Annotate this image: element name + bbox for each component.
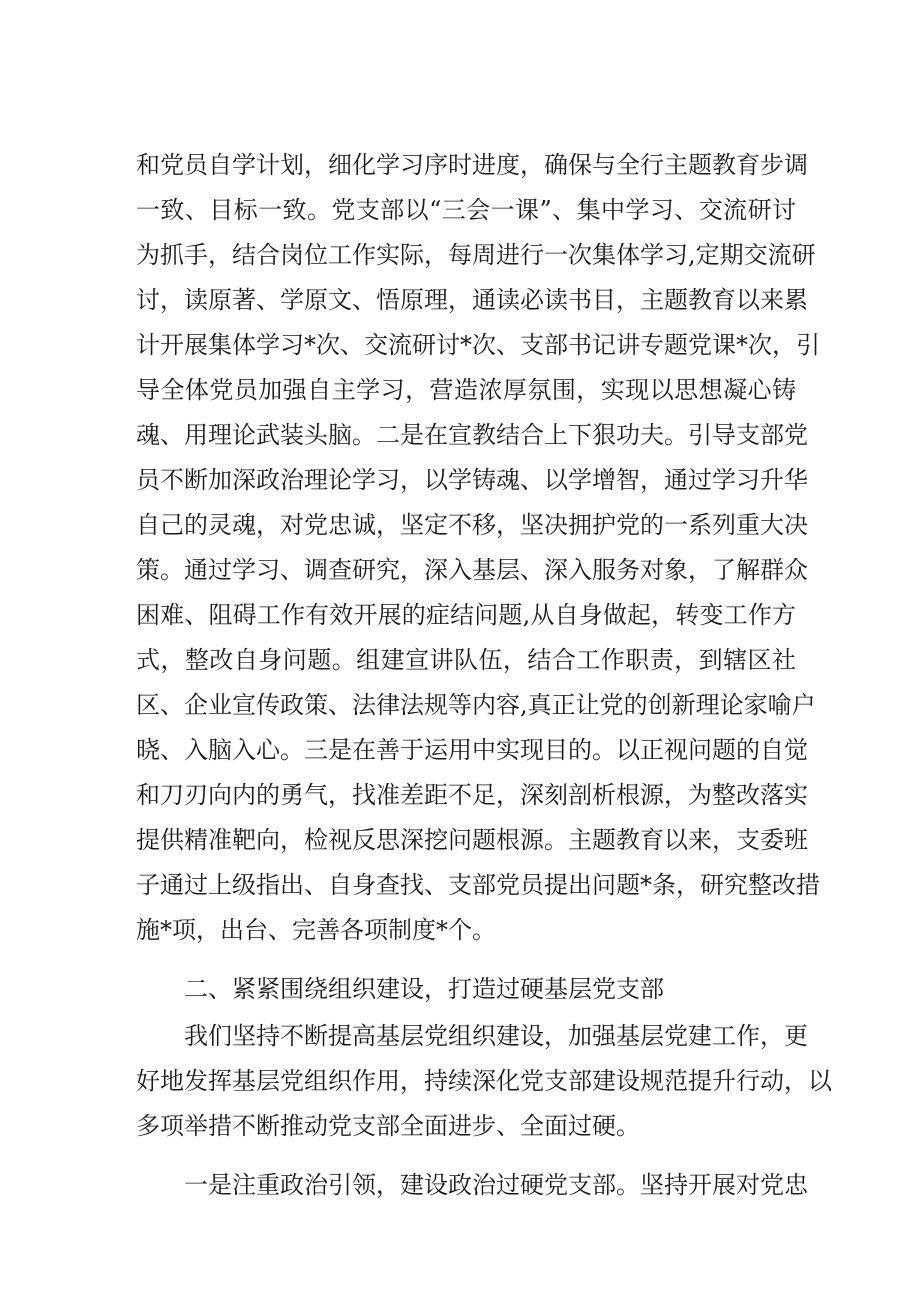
paragraph-1-line: 自己的灵魂，对党忠诚，坚定不移，坚决拥护党的一系列重大决 (136, 511, 808, 539)
paragraph-1-line: 策。通过学习、调查研究，深入基层、深入服务对象，了解群众 (136, 556, 808, 584)
paragraph-2-line: 多项举措不断推动党支部全面进步、全面过硬。 (136, 1112, 640, 1140)
paragraph-1-line: 计开展集体学习*次、交流研讨*次、支部书记讲专题党课*次，引 (136, 331, 820, 359)
paragraph-2-line: 好地发挥基层党组织作用，持续深化党支部建设规范提升行动，以 (136, 1067, 832, 1095)
section-heading: 二、紧紧围绕组织建设，打造过硬基层党支部 (184, 975, 664, 1003)
paragraph-1-line: 和党员自学计划，细化学习序时进度，确保与全行主题教育步调 (136, 151, 808, 179)
paragraph-1-line: 员不断加深政治理论学习，以学铸魂、以学增智，通过学习升华 (136, 466, 808, 494)
paragraph-1-line: 提供精准靶向，检视反思深挖问题根源。主题教育以来，支委班 (136, 826, 808, 854)
paragraph-1-line: 为抓手，结合岗位工作实际，每周进行一次集体学习,定期交流研 (136, 241, 816, 269)
paragraph-1-line: 子通过上级指出、自身查找、支部党员提出问题*条，研究整改措 (136, 871, 820, 899)
paragraph-1-line: 讨，读原著、学原文、悟原理，通读必读书目，主题教育以来累 (136, 286, 808, 314)
paragraph-1-line: 晓、入脑入心。三是在善于运用中实现目的。以正视问题的自觉 (136, 736, 808, 764)
paragraph-1-line: 式，整改自身问题。组建宣讲队伍，结合工作职责，到辖区社 (136, 646, 796, 674)
paragraph-1-line: 一致、目标一致。党支部以“三会一课”、集中学习、交流研讨 (136, 196, 796, 224)
paragraph-1-line: 导全体党员加强自主学习，营造浓厚氛围，实现以思想凝心铸 (136, 376, 796, 404)
paragraph-1-line: 困难、阻碍工作有效开展的症结问题,从自身做起，转变工作方 (136, 601, 796, 629)
paragraph-2-line: 我们坚持不断提高基层党组织建设，加强基层党建工作，更 (184, 1022, 808, 1050)
paragraph-1-line: 施*项，出台、完善各项制度*个。 (136, 916, 496, 944)
paragraph-1-line: 和刀刃向内的勇气，找准差距不足，深刻剖析根源，为整改落实 (136, 781, 808, 809)
paragraph-3-line: 一是注重政治引领，建设政治过硬党支部。坚持开展对党忠 (184, 1171, 808, 1199)
paragraph-1-line: 魂、用理论武装头脑。二是在宣教结合上下狠功夫。引导支部党 (136, 421, 808, 449)
paragraph-1-line: 区、企业宣传政策、法律法规等内容,真正让党的创新理论家喻户 (136, 691, 816, 719)
